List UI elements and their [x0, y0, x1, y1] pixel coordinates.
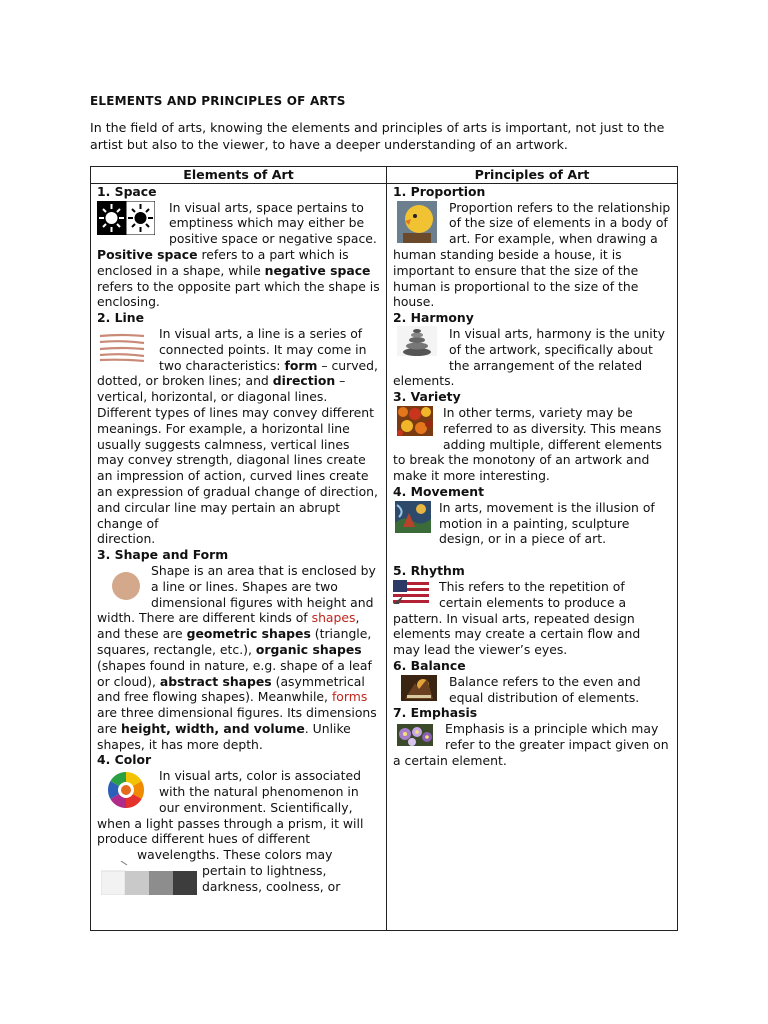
- value-scale-icon: [101, 861, 197, 899]
- line-text-4: direction.: [97, 531, 156, 547]
- circle-shape-icon: [111, 571, 141, 605]
- color-text-3: pertain to lightness, darkness, coolness, or: [202, 863, 341, 894]
- rhythm-text: [393, 579, 671, 658]
- shapes-link[interactable]: shapes: [311, 610, 356, 626]
- proportion-text-body: Proportion refers to the relationship of the size of elements in a body of art. For example, when drawing a human standing beside a house, it is important to ensure that the size of the human is proportional to the size of the house.: [393, 199, 671, 310]
- space-text-1: In visual arts, space pertains to emptiness which may either be positive space or negative space.: [169, 199, 377, 247]
- proportion-text: [393, 200, 671, 311]
- shape-text: [97, 563, 380, 753]
- chick-photo-icon: [397, 201, 437, 247]
- elements-principles-table: [90, 166, 678, 931]
- proportion-heading: 1. Proportion: [393, 183, 486, 199]
- geometric-shapes-term: geometric shapes: [186, 626, 311, 642]
- movement-heading: 4. Movement: [393, 483, 485, 499]
- principles-column: [387, 183, 678, 930]
- variety-text: [393, 405, 671, 484]
- balance-text-body: Balance refers to the even and equal distribution of elements.: [449, 673, 641, 705]
- balance-photo-icon: [401, 675, 437, 705]
- shape-text-6: are three dimensional figures. Its dimensions are: [97, 705, 377, 736]
- shape-text-4: (shapes found in nature, e.g. shape of a leaf or cloud),: [97, 657, 372, 689]
- emphasis-heading: 7. Emphasis: [393, 705, 478, 721]
- direction-term: direction: [272, 373, 336, 389]
- stacked-stones-icon: [397, 326, 437, 360]
- flag-rhythm-icon: [393, 580, 429, 608]
- rhythm-text-body: This refers to the repetition of certain elements to produce a pattern. In visual arts, repeated design elements may create a certain flow and may lead the viewer’s eyes.: [393, 578, 641, 658]
- shape-text-1: Shape is an area that is enclosed by a line or lines. Shapes are two dimensional figures with height and width. There are different kinds of: [97, 562, 376, 626]
- color-heading: 4. Color: [97, 752, 152, 768]
- color-text: [97, 768, 380, 897]
- line-text-3: – vertical, horizontal, or diagonal lines. Different types of lines may convey different meanings. For example, a horizontal line usually suggests calmness, vertical lines may convey strength, diagonal lines create an impression of action, curved lines create an expression of gradual change of direction, and circular line may pertain an abrupt change of: [97, 373, 378, 531]
- variety-text-body: In other terms, variety may be referred to as diversity. This means adding multiple, different elements to break the monotony of an artwork and make it more interesting.: [393, 404, 663, 484]
- negative-space-term: negative space: [264, 262, 371, 278]
- shape-heading: 3. Shape and Form: [97, 547, 229, 563]
- variety-heading: 3. Variety: [393, 389, 461, 405]
- document-title: ELEMENTS AND PRINCIPLES OF ARTS: [90, 94, 346, 108]
- shape-text-7: . Unlike shapes, it has more depth.: [97, 720, 351, 752]
- balance-heading: 6. Balance: [393, 657, 466, 673]
- sun-positive-negative-icon: [97, 201, 155, 239]
- autumn-leaves-icon: [397, 406, 433, 440]
- space-heading: 1. Space: [97, 183, 157, 199]
- right-column-header: Principles of Art: [387, 167, 678, 184]
- rhythm-heading: 5. Rhythm: [393, 563, 465, 579]
- dimensions-term: height, width, and volume: [120, 720, 305, 736]
- emphasis-text: [393, 721, 671, 768]
- organic-shapes-term: organic shapes: [255, 641, 362, 657]
- forms-link[interactable]: forms: [331, 689, 368, 705]
- line-text: [97, 326, 380, 547]
- lines-texture-icon: [99, 332, 145, 366]
- space-text-3: refers to the opposite part which the shape is enclosing.: [97, 278, 380, 310]
- harmony-text-body: In visual arts, harmony is the unity of the artwork, specifically about the arrangement of the related elements.: [393, 325, 665, 389]
- shape-text-5: (asymmetrical and free flowing shapes). Meanwhile,: [97, 673, 365, 705]
- line-heading: 2. Line: [97, 310, 145, 326]
- space-text: [97, 200, 380, 311]
- movement-painting-icon: [395, 501, 431, 537]
- harmony-heading: 2. Harmony: [393, 310, 474, 326]
- flowers-photo-icon: [397, 724, 433, 750]
- color-wheel-icon: [107, 771, 145, 813]
- movement-text-body: In arts, movement is the illusion of motion in a painting, sculpture design, or in a piece of art.: [439, 499, 655, 547]
- harmony-text: [393, 326, 671, 389]
- line-text-1: In visual arts, a line is a series of connected points. It may come in two characteristics:: [159, 325, 367, 373]
- elements-column: [91, 183, 387, 930]
- color-text-2: wavelengths. These colors may: [137, 847, 333, 863]
- intro-paragraph: In the field of arts, knowing the elements and principles of arts is important, not just to the artist but also to the viewer, to have a deeper understanding of an artwork.: [90, 120, 665, 152]
- left-column-header: Elements of Art: [91, 167, 387, 184]
- color-text-1: In visual arts, color is associated with the natural phenomenon in our environment. Scientifically, when a light passes through a prism, it will produce different hues of different: [97, 768, 364, 847]
- space-text-2: refers to a part which is enclosed in a shape, while: [97, 246, 349, 278]
- balance-text: [393, 674, 671, 706]
- form-term: form: [284, 357, 318, 373]
- movement-text: [393, 500, 671, 547]
- abstract-shapes-term: abstract shapes: [159, 673, 272, 689]
- shape-text-3: (triangle, squares, rectangle, etc.),: [97, 626, 372, 657]
- line-text-2: – curved, dotted, or broken lines; and: [97, 357, 378, 389]
- shape-text-2: , and these are: [97, 610, 360, 642]
- positive-space-term: Positive space: [97, 246, 198, 262]
- emphasis-text-body: Emphasis is a principle which may refer to the greater impact given on a certain element.: [393, 721, 669, 768]
